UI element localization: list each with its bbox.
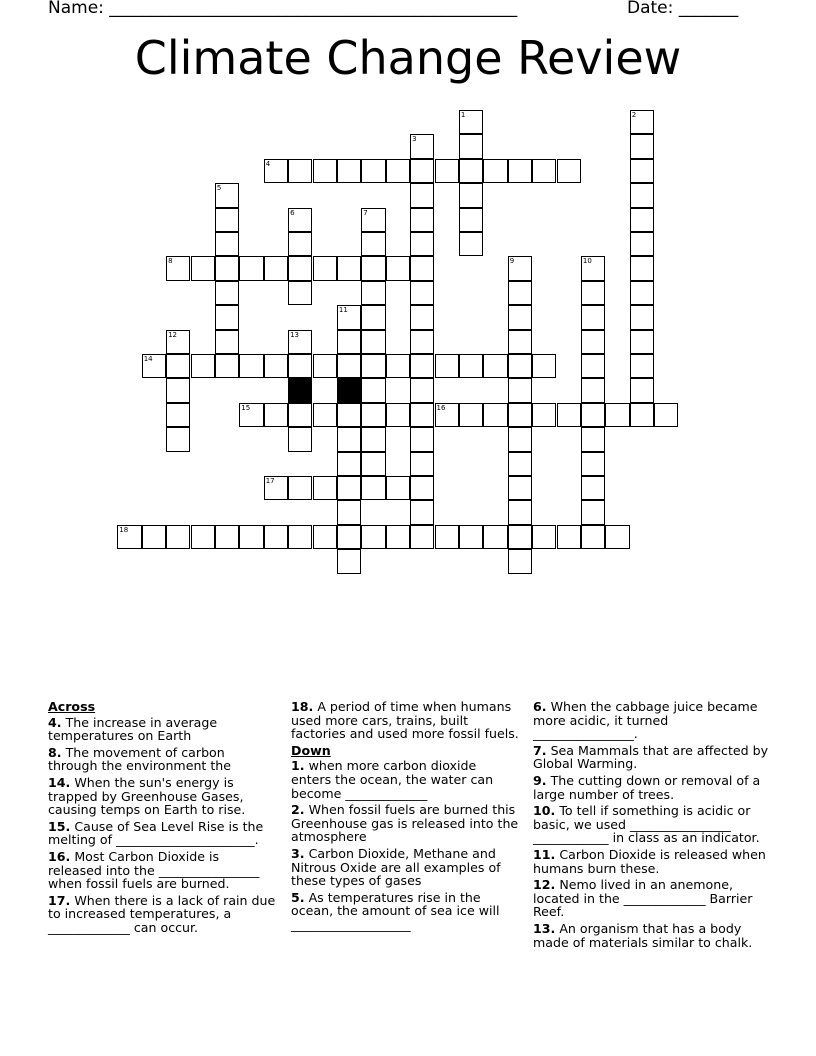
grid-cell[interactable] bbox=[654, 403, 678, 427]
clue-text: An organism that has a body made of materials similar to chalk. bbox=[533, 920, 753, 950]
grid-cell[interactable] bbox=[264, 256, 288, 280]
down-clue-5 bbox=[291, 891, 519, 932]
grid-cell[interactable] bbox=[215, 305, 239, 329]
down-clue-12 bbox=[533, 878, 769, 919]
grid-cell[interactable] bbox=[337, 427, 361, 451]
grid-cell[interactable] bbox=[239, 525, 263, 549]
grid-cell[interactable] bbox=[337, 476, 361, 500]
grid-cell[interactable] bbox=[459, 183, 483, 207]
grid-cell[interactable] bbox=[581, 452, 605, 476]
name-field-label: Name: ________________________________________________ bbox=[48, 0, 518, 18]
down-clue-10 bbox=[533, 804, 769, 845]
grid-cell[interactable] bbox=[630, 354, 654, 378]
grid-cell[interactable] bbox=[337, 159, 361, 183]
clue-number: 3. bbox=[291, 845, 305, 861]
grid-cell[interactable] bbox=[581, 256, 605, 280]
grid-cell[interactable] bbox=[288, 208, 312, 232]
grid-cell[interactable] bbox=[386, 159, 410, 183]
grid-cell[interactable] bbox=[581, 330, 605, 354]
grid-cell[interactable] bbox=[630, 403, 654, 427]
clue-number: 7. bbox=[533, 742, 547, 758]
grid-cell[interactable] bbox=[630, 281, 654, 305]
clue-number: 15. bbox=[48, 818, 71, 834]
grid-cell[interactable] bbox=[410, 476, 434, 500]
grid-cell[interactable] bbox=[630, 208, 654, 232]
grid-cell[interactable] bbox=[508, 305, 532, 329]
grid-cell[interactable] bbox=[191, 354, 215, 378]
clue-number-label: 12 bbox=[168, 330, 178, 339]
grid-cell[interactable] bbox=[410, 134, 434, 158]
across-clue-16 bbox=[48, 850, 276, 891]
grid-cell[interactable] bbox=[288, 403, 312, 427]
down-clue-1 bbox=[291, 759, 519, 800]
grid-cell[interactable] bbox=[410, 159, 434, 183]
grid-cell[interactable] bbox=[361, 159, 385, 183]
grid-cell[interactable] bbox=[361, 232, 385, 256]
clue-number: 2. bbox=[291, 802, 305, 818]
clue-number: 8. bbox=[48, 744, 62, 760]
grid-cell[interactable] bbox=[239, 256, 263, 280]
grid-cell[interactable] bbox=[581, 378, 605, 402]
grid-cell[interactable] bbox=[337, 256, 361, 280]
clue-number-label: 17 bbox=[265, 477, 275, 485]
grid-cell[interactable] bbox=[166, 403, 190, 427]
grid-cell[interactable] bbox=[630, 330, 654, 354]
grid-cell[interactable] bbox=[557, 525, 581, 549]
grid-cell[interactable] bbox=[581, 500, 605, 524]
grid-cell[interactable] bbox=[117, 525, 141, 549]
clue-number-label: 14 bbox=[143, 355, 153, 363]
grid-cell[interactable] bbox=[410, 256, 434, 280]
grid-cell[interactable] bbox=[508, 549, 532, 573]
grid-cell[interactable] bbox=[630, 183, 654, 207]
clues-column-1 bbox=[48, 700, 276, 938]
grid-cell[interactable] bbox=[435, 525, 459, 549]
clue-number-label: 11 bbox=[338, 306, 348, 315]
grid-cell[interactable] bbox=[337, 330, 361, 354]
grid-cell[interactable] bbox=[557, 403, 581, 427]
grid-cell[interactable] bbox=[410, 305, 434, 329]
grid-cell[interactable] bbox=[361, 427, 385, 451]
grid-cell[interactable] bbox=[410, 427, 434, 451]
grid-cell[interactable] bbox=[215, 256, 239, 280]
across-clue-14 bbox=[48, 776, 276, 817]
grid-cell[interactable] bbox=[386, 256, 410, 280]
grid-cell[interactable] bbox=[361, 256, 385, 280]
grid-cell[interactable] bbox=[215, 183, 239, 207]
across-clue-4 bbox=[48, 716, 276, 743]
grid-cell[interactable] bbox=[313, 354, 337, 378]
grid-cell[interactable] bbox=[508, 476, 532, 500]
grid-cell[interactable] bbox=[142, 354, 166, 378]
black-square bbox=[337, 378, 361, 402]
clue-number-label: 18 bbox=[119, 525, 129, 534]
clue-number-label: 15 bbox=[241, 403, 251, 412]
grid-cell[interactable] bbox=[337, 354, 361, 378]
down-clue-11 bbox=[533, 848, 769, 875]
grid-cell[interactable] bbox=[630, 378, 654, 402]
grid-cell[interactable] bbox=[288, 281, 312, 305]
across-clue-17 bbox=[48, 894, 276, 935]
clue-number: 16. bbox=[48, 848, 71, 864]
grid-cell[interactable] bbox=[508, 330, 532, 354]
black-square bbox=[288, 378, 312, 402]
across-clue-18 bbox=[291, 700, 519, 741]
grid-cell[interactable] bbox=[508, 159, 532, 183]
grid-cell[interactable] bbox=[508, 403, 532, 427]
clue-number-label: 7 bbox=[363, 208, 368, 217]
across-clue-15 bbox=[48, 820, 276, 847]
down-clue-2 bbox=[291, 803, 519, 844]
grid-cell[interactable] bbox=[288, 354, 312, 378]
grid-cell[interactable] bbox=[410, 183, 434, 207]
grid-cell[interactable] bbox=[459, 159, 483, 183]
grid-cell[interactable] bbox=[215, 330, 239, 354]
clue-text: The cutting down or removal of a large number of trees. bbox=[533, 772, 761, 802]
grid-cell[interactable] bbox=[288, 525, 312, 549]
grid-cell[interactable] bbox=[459, 110, 483, 134]
grid-cell[interactable] bbox=[142, 525, 166, 549]
grid-cell[interactable] bbox=[313, 256, 337, 280]
clue-number: 18. bbox=[291, 699, 314, 714]
grid-cell[interactable] bbox=[264, 476, 288, 500]
grid-cell[interactable] bbox=[532, 403, 556, 427]
grid-cell[interactable] bbox=[288, 476, 312, 500]
grid-cell[interactable] bbox=[581, 427, 605, 451]
grid-cell[interactable] bbox=[483, 159, 507, 183]
grid-cell[interactable] bbox=[410, 354, 434, 378]
grid-cell[interactable] bbox=[459, 403, 483, 427]
grid-cell[interactable] bbox=[459, 134, 483, 158]
grid-cell[interactable] bbox=[264, 159, 288, 183]
grid-cell[interactable] bbox=[166, 378, 190, 402]
grid-cell[interactable] bbox=[361, 208, 385, 232]
grid-cell[interactable] bbox=[313, 403, 337, 427]
clue-number-label: 8 bbox=[168, 257, 173, 266]
grid-cell[interactable] bbox=[410, 378, 434, 402]
down-clue-7 bbox=[533, 744, 769, 771]
grid-cell[interactable] bbox=[459, 525, 483, 549]
across-heading: Across bbox=[48, 699, 96, 714]
grid-cell[interactable] bbox=[630, 110, 654, 134]
grid-cell[interactable] bbox=[508, 256, 532, 280]
grid-cell[interactable] bbox=[386, 525, 410, 549]
grid-cell[interactable] bbox=[508, 452, 532, 476]
clue-number: 1. bbox=[291, 758, 305, 774]
clue-text: Carbon Dioxide, Methane and Nitrous Oxide are all examples of these types of gases bbox=[291, 845, 501, 889]
grid-cell[interactable] bbox=[215, 354, 239, 378]
grid-cell[interactable] bbox=[410, 281, 434, 305]
grid-cell[interactable] bbox=[630, 232, 654, 256]
clue-number: 9. bbox=[533, 772, 547, 788]
grid-cell[interactable] bbox=[386, 476, 410, 500]
grid-cell[interactable] bbox=[386, 354, 410, 378]
grid-cell[interactable] bbox=[337, 500, 361, 524]
clue-number-label: 5 bbox=[216, 184, 222, 193]
date-field-label: Date: _______ bbox=[627, 0, 739, 18]
grid-cell[interactable] bbox=[361, 403, 385, 427]
clue-text: When there is a lack of rain due to increased temperatures, a _____________ can occur. bbox=[48, 892, 276, 935]
clue-number: 5. bbox=[291, 889, 305, 905]
grid-cell[interactable] bbox=[410, 330, 434, 354]
grid-cell[interactable] bbox=[508, 500, 532, 524]
grid-cell[interactable] bbox=[581, 476, 605, 500]
grid-cell[interactable] bbox=[361, 452, 385, 476]
grid-cell[interactable] bbox=[313, 476, 337, 500]
grid-cell[interactable] bbox=[337, 305, 361, 329]
clue-number-label: 16 bbox=[436, 403, 446, 412]
down-heading: Down bbox=[291, 742, 331, 758]
grid-cell[interactable] bbox=[264, 403, 288, 427]
across-clue-8 bbox=[48, 746, 276, 773]
clue-number: 6. bbox=[533, 699, 547, 714]
grid-cell[interactable] bbox=[630, 134, 654, 158]
clue-text: Most Carbon Dioxide is released into the ________________ when fossil fuels are burned. bbox=[48, 848, 260, 892]
grid-cell[interactable] bbox=[508, 525, 532, 549]
down-clue-13 bbox=[533, 922, 769, 949]
clue-number-label: 4 bbox=[265, 159, 271, 168]
grid-cell[interactable] bbox=[435, 354, 459, 378]
grid-cell[interactable] bbox=[435, 159, 459, 183]
grid-cell[interactable] bbox=[264, 354, 288, 378]
grid-cell[interactable] bbox=[361, 354, 385, 378]
grid-cell[interactable] bbox=[361, 305, 385, 329]
grid-cell[interactable] bbox=[313, 525, 337, 549]
grid-cell[interactable] bbox=[166, 354, 190, 378]
grid-cell[interactable] bbox=[288, 256, 312, 280]
grid-cell[interactable] bbox=[361, 476, 385, 500]
clue-text: when more carbon dioxide enters the ocean, the water can become _____________ bbox=[291, 758, 494, 801]
grid-cell[interactable] bbox=[630, 159, 654, 183]
grid-cell[interactable] bbox=[239, 354, 263, 378]
grid-cell[interactable] bbox=[215, 525, 239, 549]
grid-cell[interactable] bbox=[166, 256, 190, 280]
grid-cell[interactable] bbox=[508, 354, 532, 378]
grid-cell[interactable] bbox=[337, 525, 361, 549]
clue-text: Nemo lived in an anemone, located in the _____________ Barrier Reef. bbox=[533, 877, 753, 920]
clue-number-label: 2 bbox=[631, 111, 637, 119]
grid-cell[interactable] bbox=[581, 525, 605, 549]
clue-text: Cause of Sea Level Rise is the melting of ______________________. bbox=[48, 818, 264, 848]
clue-number: 17. bbox=[48, 892, 71, 908]
grid-cell[interactable] bbox=[361, 378, 385, 402]
clue-number-label: 3 bbox=[412, 135, 417, 144]
grid-cell[interactable] bbox=[166, 330, 190, 354]
grid-cell[interactable] bbox=[215, 208, 239, 232]
grid-cell[interactable] bbox=[508, 378, 532, 402]
clue-number-label: 10 bbox=[582, 257, 592, 266]
page-title: Climate Change Review bbox=[134, 31, 682, 85]
clue-text: When the cabbage juice became more acidic, it turned ________________. bbox=[533, 699, 758, 742]
grid-cell[interactable] bbox=[581, 305, 605, 329]
clue-number: 14. bbox=[48, 774, 71, 790]
clue-text: To tell if something is acidic or basic, we used ________________ ____________ in class as an indicator. bbox=[533, 803, 760, 846]
down-clue-6 bbox=[533, 700, 769, 741]
clue-text: A period of time when humans used more cars, trains, built factories and used more fossil fuels. bbox=[291, 699, 519, 742]
grid-cell[interactable] bbox=[191, 256, 215, 280]
clue-text: When the sun's energy is trapped by Greenhouse Gases, causing temps on Earth to rise. bbox=[48, 774, 246, 818]
grid-cell[interactable] bbox=[239, 403, 263, 427]
clue-number: 11. bbox=[533, 846, 556, 862]
grid-cell[interactable] bbox=[630, 305, 654, 329]
grid-cell[interactable] bbox=[288, 232, 312, 256]
grid-cell[interactable] bbox=[288, 427, 312, 451]
grid-cell[interactable] bbox=[361, 330, 385, 354]
down-clue-9 bbox=[533, 774, 769, 801]
grid-cell[interactable] bbox=[605, 525, 629, 549]
grid-cell[interactable] bbox=[215, 232, 239, 256]
grid-cell[interactable] bbox=[410, 208, 434, 232]
grid-cell[interactable] bbox=[459, 354, 483, 378]
grid-cell[interactable] bbox=[313, 159, 337, 183]
clue-number-label: 9 bbox=[509, 257, 515, 266]
grid-cell[interactable] bbox=[337, 452, 361, 476]
grid-cell[interactable] bbox=[288, 159, 312, 183]
grid-cell[interactable] bbox=[166, 525, 190, 549]
grid-cell[interactable] bbox=[435, 403, 459, 427]
clue-number: 10. bbox=[533, 803, 556, 819]
grid-cell[interactable] bbox=[410, 500, 434, 524]
clue-number: 4. bbox=[48, 714, 62, 730]
grid-cell[interactable] bbox=[386, 403, 410, 427]
clue-number-label: 13 bbox=[290, 330, 300, 339]
grid-cell[interactable] bbox=[361, 281, 385, 305]
clue-text: Sea Mammals that are affected by Global Warming. bbox=[533, 742, 769, 772]
grid-cell[interactable] bbox=[630, 256, 654, 280]
grid-cell[interactable] bbox=[191, 525, 215, 549]
grid-cell[interactable] bbox=[410, 232, 434, 256]
grid-cell[interactable] bbox=[337, 403, 361, 427]
grid-cell[interactable] bbox=[532, 354, 556, 378]
grid-cell[interactable] bbox=[581, 281, 605, 305]
grid-cell[interactable] bbox=[337, 549, 361, 573]
grid-cell[interactable] bbox=[605, 403, 629, 427]
clue-number: 13. bbox=[533, 920, 556, 936]
down-clue-3 bbox=[291, 847, 519, 888]
clue-text: The increase in average temperatures on Earth bbox=[48, 714, 218, 744]
clue-number-label: 6 bbox=[290, 208, 295, 217]
grid-cell[interactable] bbox=[410, 452, 434, 476]
grid-cell[interactable] bbox=[508, 427, 532, 451]
clue-text: As temperatures rise in the ocean, the amount of sea ice will ___________________ bbox=[291, 889, 500, 932]
grid-cell[interactable] bbox=[483, 354, 507, 378]
grid-cell[interactable] bbox=[264, 525, 288, 549]
clue-number: 12. bbox=[533, 877, 556, 893]
grid-cell[interactable] bbox=[361, 525, 385, 549]
grid-cell[interactable] bbox=[581, 403, 605, 427]
grid-cell[interactable] bbox=[483, 403, 507, 427]
grid-cell[interactable] bbox=[483, 525, 507, 549]
grid-cell[interactable] bbox=[532, 525, 556, 549]
clue-text: When fossil fuels are burned this Greenhouse gas is released into the atmosphere bbox=[291, 802, 519, 845]
grid-cell[interactable] bbox=[459, 232, 483, 256]
grid-cell[interactable] bbox=[410, 525, 434, 549]
grid-cell[interactable] bbox=[215, 281, 239, 305]
grid-cell[interactable] bbox=[459, 208, 483, 232]
clues-column-2 bbox=[291, 700, 519, 935]
clue-text: The movement of carbon through the environment the bbox=[48, 744, 232, 774]
grid-cell[interactable] bbox=[532, 159, 556, 183]
grid-cell[interactable] bbox=[581, 354, 605, 378]
grid-cell[interactable] bbox=[508, 281, 532, 305]
clues-column-3 bbox=[533, 700, 769, 952]
grid-cell[interactable] bbox=[557, 159, 581, 183]
grid-cell[interactable] bbox=[410, 403, 434, 427]
clue-number-label: 1 bbox=[460, 111, 466, 119]
grid-cell[interactable] bbox=[288, 330, 312, 354]
grid-cell[interactable] bbox=[166, 427, 190, 451]
clue-text: Carbon Dioxide is released when humans burn these. bbox=[533, 846, 766, 876]
